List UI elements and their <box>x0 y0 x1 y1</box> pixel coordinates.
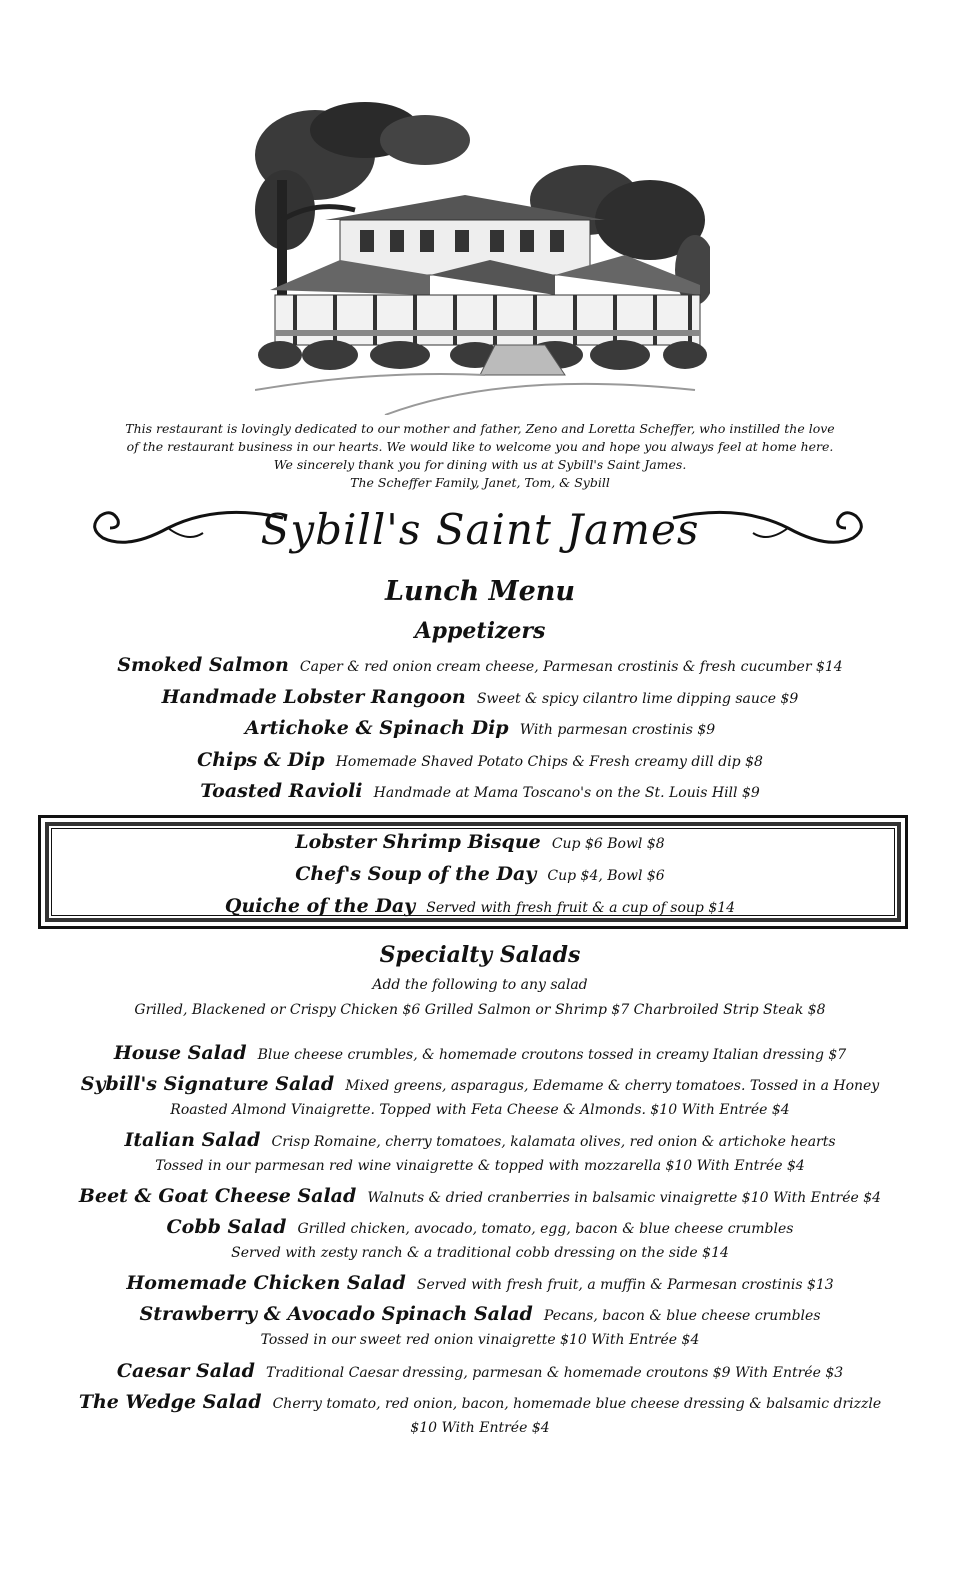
item-description: Served with fresh fruit, a muffin & Parmesan crostinis $13 <box>416 1277 834 1293</box>
soup-item <box>0 895 960 917</box>
item-description: Cup $4, Bowl $6 <box>547 868 665 884</box>
item-name: Chips & Dip <box>197 749 325 771</box>
item-description: Walnuts & dried cranberries in balsamic vinaigrette $10 With Entrée $4 <box>367 1190 882 1206</box>
item-description: Mixed greens, asparagus, Edemame & cherry tomatoes. Tossed in a Honey <box>345 1078 880 1094</box>
item-description: Sweet & spicy cilantro lime dipping sauce $9 <box>476 691 799 707</box>
appetizer-item <box>0 780 960 802</box>
appetizer-item <box>0 654 960 676</box>
item-name: The Wedge Salad <box>78 1391 262 1413</box>
salads-heading: Specialty Salads <box>379 942 581 968</box>
addon-intro: Add the following to any salad <box>372 977 588 993</box>
item-description-continued: Tossed in our parmesan red wine vinaigrette & topped with mozzarella $10 With Entrée $4 <box>155 1158 805 1174</box>
item-description: Pecans, bacon & blue cheese crumbles <box>543 1308 821 1324</box>
salad-item <box>0 1272 960 1294</box>
item-name: Artichoke & Spinach Dip <box>244 717 509 739</box>
item-description-continued: $10 With Entrée $4 <box>410 1420 550 1436</box>
soup-item <box>0 863 960 885</box>
salad-item <box>0 1216 960 1238</box>
item-name: Homemade Chicken Salad <box>126 1272 406 1294</box>
dedication-line: This restaurant is lovingly dedicated to our mother and father, Zeno and Loretta Scheffer, who instilled the love <box>125 421 835 436</box>
salad-item <box>0 1303 960 1325</box>
item-description: Homemade Shaved Potato Chips & Fresh creamy dill dip $8 <box>335 754 763 770</box>
item-name: Strawberry & Avocado Spinach Salad <box>139 1303 533 1325</box>
addon-list: Grilled, Blackened or Crispy Chicken $6 Grilled Salmon or Shrimp $7 Charbroiled Strip Steak $8 <box>134 1002 826 1018</box>
item-name: Toasted Ravioli <box>200 780 363 802</box>
salad-item <box>0 1129 960 1151</box>
dedication-line: We sincerely thank you for dining with us at Sybill's Saint James. <box>273 457 687 472</box>
item-description: Cherry tomato, red onion, bacon, homemade blue cheese dressing & balsamic drizzle <box>272 1396 882 1412</box>
dedication-signature: The Scheffer Family, Janet, Tom, & Sybill <box>350 475 610 490</box>
salad-item <box>0 1073 960 1095</box>
item-description: Traditional Caesar dressing, parmesan & homemade croutons $9 With Entrée $3 <box>265 1365 844 1381</box>
item-description: Served with fresh fruit & a cup of soup $14 <box>426 900 736 916</box>
soup-item <box>0 831 960 853</box>
item-description: Caper & red onion cream cheese, Parmesan crostinis & fresh cucumber $14 <box>299 659 843 675</box>
item-name: Handmade Lobster Rangoon <box>161 686 466 708</box>
appetizer-item <box>0 717 960 739</box>
appetizers-heading: Appetizers <box>414 618 546 644</box>
item-name: House Salad <box>113 1042 247 1064</box>
salad-item <box>0 1042 960 1064</box>
item-name: Quiche of the Day <box>224 895 416 917</box>
item-name: Chef's Soup of the Day <box>295 863 537 885</box>
item-description-continued: Tossed in our sweet red onion vinaigrette $10 With Entrée $4 <box>260 1332 700 1348</box>
item-description: Crisp Romaine, cherry tomatoes, kalamata olives, red onion & artichoke hearts <box>271 1134 836 1150</box>
item-name: Italian Salad <box>124 1129 261 1151</box>
appetizer-item <box>0 686 960 708</box>
appetizer-item <box>0 749 960 771</box>
salad-item <box>0 1391 960 1413</box>
item-description: With parmesan crostinis $9 <box>519 722 716 738</box>
salad-item <box>0 1185 960 1207</box>
item-description-continued: Roasted Almond Vinaigrette. Topped with Feta Cheese & Almonds. $10 With Entrée $4 <box>170 1102 790 1118</box>
item-description: Grilled chicken, avocado, tomato, egg, bacon & blue cheese crumbles <box>297 1221 794 1237</box>
item-name: Smoked Salmon <box>117 654 289 676</box>
item-name: Lobster Shrimp Bisque <box>295 831 541 853</box>
item-name: Cobb Salad <box>166 1216 287 1238</box>
item-description: Handmade at Mama Toscano's on the St. Louis Hill $9 <box>373 785 760 801</box>
item-description: Blue cheese crumbles, & homemade croutons tossed in creamy Italian dressing $7 <box>257 1047 847 1063</box>
menu-title: Lunch Menu <box>384 576 576 607</box>
item-name: Caesar Salad <box>116 1360 255 1382</box>
item-description: Cup $6 Bowl $8 <box>551 836 665 852</box>
dedication <box>90 420 870 492</box>
salad-item <box>0 1360 960 1382</box>
item-name: Beet & Goat Cheese Salad <box>78 1185 357 1207</box>
house-illustration <box>255 100 710 415</box>
dedication-line: of the restaurant business in our hearts. We would like to welcome you and hope you always feel at home here. <box>126 439 834 454</box>
restaurant-name: Sybill's Saint James <box>260 505 700 554</box>
item-description-continued: Served with zesty ranch & a traditional cobb dressing on the side $14 <box>231 1245 729 1261</box>
item-name: Sybill's Signature Salad <box>80 1073 335 1095</box>
